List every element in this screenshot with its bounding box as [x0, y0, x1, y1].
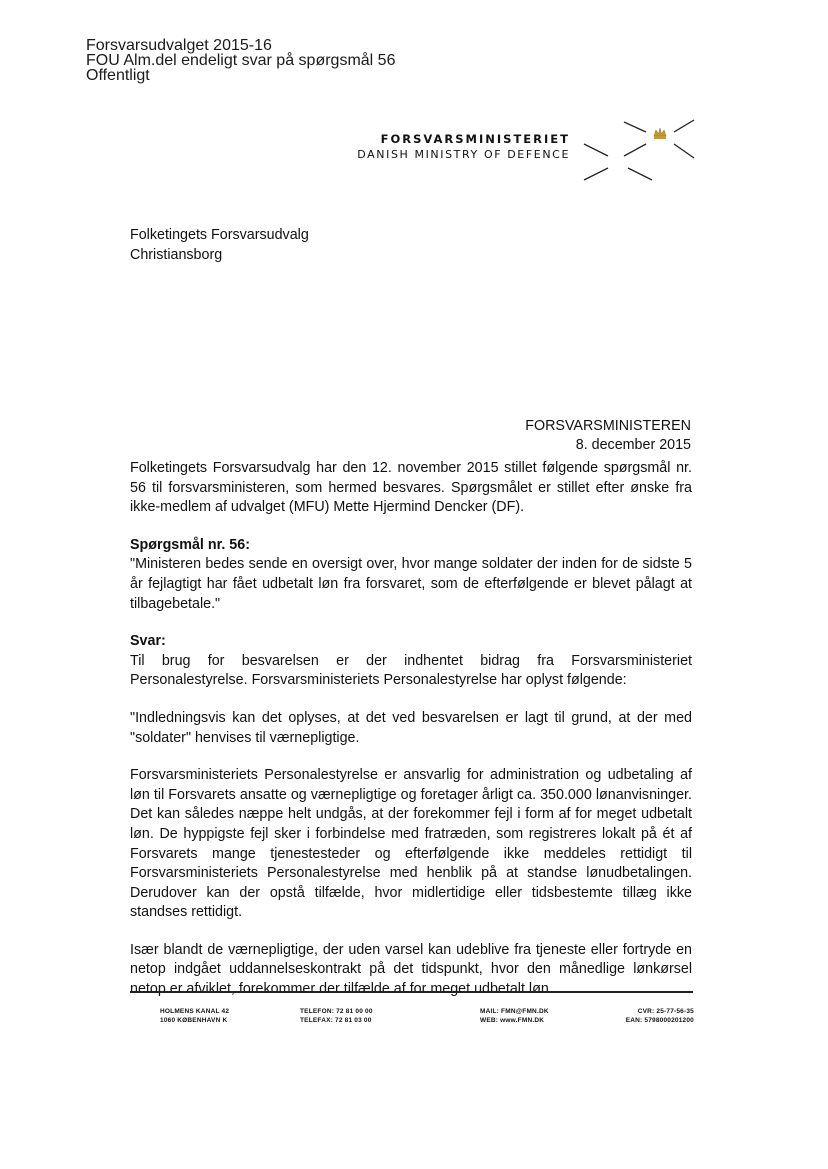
document-stamp — [86, 38, 395, 83]
footer-telefax: TELEFAX: 72 81 03 00 — [300, 1017, 372, 1024]
crown-icon — [654, 128, 666, 139]
sender-block — [525, 417, 691, 455]
ministry-crown-logo — [578, 112, 698, 184]
letter-date: 8. december 2015 — [575, 437, 691, 453]
answer-heading: Svar: — [130, 633, 166, 650]
footer-cvr: CVR: 25-77-56-35 — [637, 1008, 694, 1015]
footer-phone — [300, 1007, 373, 1025]
footer-mail: MAIL: FMN@FMN.DK — [480, 1008, 549, 1015]
stamp-reference: FOU Alm.del endeligt svar på spørgsmål 56 — [86, 52, 396, 69]
footer-telephone: TELEFON: 72 81 00 00 — [300, 1008, 373, 1015]
stamp-committee: Forsvarsudvalget 2015-16 — [86, 37, 272, 54]
footer-web: WEB: www.FMN.DK — [480, 1017, 545, 1024]
answer-paragraph-3: Forsvarsministeriets Personalestyrelse er ansvarlig for administration og udbetaling af løn til Forsvarets ansatte og værnepligtige og foretager årligt ca. 350.000 lønanvisninger. Det kan således næppe helt undgås, at der forekommer fejl i form af for meget udbetalt løn. De hyppigste fejl sker i forbindelse med fratræden, som registreres lokalt på ét af Forsvarets mange tjenestesteder og efterfølgende ikke meddeles rettidigt til Forsvarsministeriets Personalestyrelse med henblik på at standse lønudbetalingen. Derudover kan der opstå tilfælde, hvor midlertidige eller tidsbestemte tillæg ikke standses rettidigt. — [130, 767, 692, 921]
recipient-place: Christiansborg — [130, 247, 223, 263]
recipient-name: Folketingets Forsvarsudvalg — [130, 227, 309, 243]
answer-paragraph-1: Til brug for besvarelsen er der indhentet bidrag fra Forsvarsministeriet Personalestyrelse. Forsvarsministeriets Personalestyrelse har oplyst følgende: — [130, 652, 692, 689]
footer-address — [160, 1007, 229, 1025]
footer-street: HOLMENS KANAL 42 — [160, 1008, 230, 1015]
answer-paragraph-2: "Indledningsvis kan det oplyses, at det ved besvarelsen er lagt til grund, at der med "soldater" henvises til værnepligtige. — [130, 709, 692, 746]
question-text: "Ministeren bedes sende en oversigt over, hvor mange soldater der inden for de sidste 5 år fejlagtigt har fået udbetalt løn fra forsvaret, som de efterfølgende er blevet pålagt at tilbagebetale." — [130, 556, 692, 612]
sender-name: FORSVARSMINISTEREN — [525, 418, 691, 434]
letterhead — [357, 131, 570, 163]
letter-body — [130, 459, 692, 1018]
recipient-block — [130, 225, 309, 265]
footer-divider — [130, 991, 693, 993]
footer-city: 1060 KØBENHAVN K — [160, 1017, 228, 1024]
answer-paragraph-4: Især blandt de værnepligtige, der uden varsel kan udeblive fra tjeneste eller fortryde en netop indgået uddannelseskontrakt på det tidspunkt, hvor den månedlige lønkørsel netop er afviklet, forekommer der tilfælde af for meget udbetalt løn. — [130, 941, 692, 998]
footer-registration — [626, 1007, 694, 1025]
ministry-name-english: DANISH MINISTRY OF DEFENCE — [357, 148, 570, 161]
footer-ean: EAN: 5798000201200 — [625, 1017, 694, 1024]
intro-paragraph: Folketingets Forsvarsudvalg har den 12. november 2015 stillet følgende spørgsmål nr. 56 til forsvarsministeren, som hermed besvares. Spørgsmålet er stillet efter ønske fra ikke-medlem af udvalget (MFU) Mette Hjermind Dencker (DF). — [130, 460, 692, 516]
footer-contact — [480, 1007, 549, 1025]
stamp-status: Offentligt — [86, 67, 150, 84]
question-heading: Spørgsmål nr. 56: — [130, 536, 250, 553]
ministry-name-danish: FORSVARSMINISTERIET — [380, 132, 570, 146]
